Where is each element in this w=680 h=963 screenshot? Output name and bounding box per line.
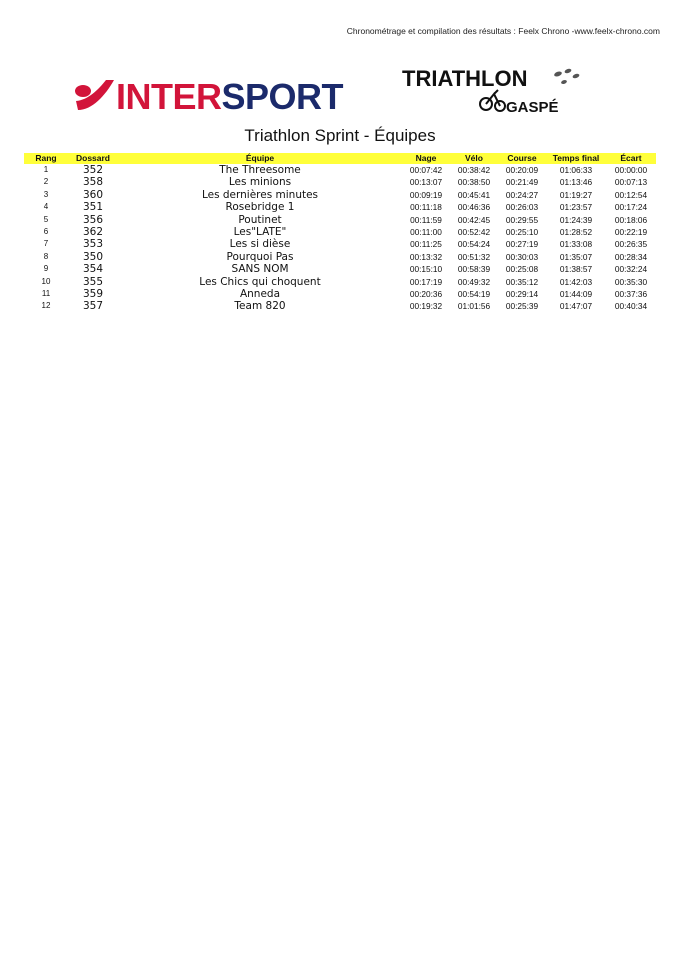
cell-team: Les"LATE": [233, 226, 287, 239]
cell-rank: 12: [41, 301, 51, 311]
table-row: [24, 276, 656, 288]
timing-credit: Chronométrage et compilation des résultats : Feelx Chrono -www.feelx-chrono.com: [346, 26, 660, 36]
table-row: [24, 300, 656, 312]
cell-swim: 00:11:59: [410, 214, 442, 225]
cell-gap: 00:37:36: [614, 289, 648, 300]
cell-rank: 8: [43, 251, 49, 261]
cell-run: 00:21:49: [505, 177, 539, 188]
cell-rank: 7: [43, 239, 49, 249]
cell-rank: 3: [43, 189, 49, 199]
cell-bike: 00:54:19: [457, 289, 491, 300]
cell-bike: 00:45:41: [457, 189, 491, 200]
cell-rank: 11: [41, 289, 51, 299]
cell-gap: 00:07:13: [614, 177, 648, 188]
table-row: [24, 251, 656, 263]
cell-run: 00:26:03: [505, 202, 539, 213]
cell-team: Les dernières minutes: [201, 188, 319, 201]
cell-swim: 00:07:42: [409, 165, 443, 175]
cyclist-icon: [480, 90, 505, 111]
table-row: [24, 226, 656, 238]
page-title: Triathlon Sprint - Équipes: [244, 126, 436, 145]
cell-final-time: 01:23:57: [559, 202, 593, 213]
cell-bike: 00:54:24: [457, 239, 491, 250]
cell-gap: 00:28:34: [614, 251, 648, 262]
cell-final-time: 01:42:03: [559, 276, 593, 287]
cell-bike: 00:52:42: [457, 227, 491, 238]
cell-final-time: 01:38:57: [559, 264, 593, 275]
table-row: [24, 201, 656, 213]
cell-bib: 354: [82, 263, 104, 276]
cell-run: 00:25:39: [505, 301, 539, 312]
cell-bike: 00:49:32: [457, 276, 491, 287]
cell-rank: 5: [43, 214, 49, 224]
cell-final-time: 01:44:09: [559, 289, 593, 300]
cell-bib: 350: [82, 250, 104, 263]
cell-swim: 00:13:32: [409, 251, 443, 262]
cell-bike: 01:01:56: [457, 301, 491, 312]
cell-final-time: 01:35:07: [559, 251, 593, 262]
cell-gap: 00:40:34: [614, 301, 648, 312]
cell-swim: 00:20:36: [409, 289, 443, 300]
cell-bib: 360: [82, 188, 104, 201]
col-header-team: Équipe: [118, 153, 402, 164]
results-table: [24, 153, 656, 313]
col-header-run: Course: [498, 153, 546, 164]
table-row: [24, 176, 656, 188]
cell-swim: 00:15:10: [409, 264, 443, 275]
cell-gap: 00:18:06: [614, 214, 648, 225]
cell-run: 00:27:19: [505, 239, 539, 250]
cell-bike: 00:38:42: [457, 165, 491, 175]
triathlon-logo-line1: TRIATHLON: [402, 66, 528, 91]
cell-rank: 9: [43, 264, 49, 274]
svg-text:INTERSPORT: [116, 76, 344, 116]
triathlon-logo-line2: GASPÉ: [506, 99, 559, 116]
cell-gap: 00:26:35: [614, 239, 648, 250]
cell-team: Poutinet: [238, 213, 282, 226]
cell-rank: 2: [43, 177, 49, 187]
cell-bib: 358: [82, 176, 104, 189]
col-header-swim: Nage: [402, 153, 450, 164]
cell-swim: 00:09:19: [409, 189, 443, 200]
col-header-gap: Écart: [606, 153, 656, 164]
cell-team: Les si dièse: [229, 238, 291, 251]
cell-bib: 351: [82, 201, 104, 214]
cell-rank: 10: [41, 276, 51, 286]
intersport-logo-text-a: INTER: [116, 76, 222, 116]
cell-bib: 362: [82, 226, 104, 239]
col-header-bib: Dossard: [68, 153, 118, 164]
cell-team: Rosebridge 1: [225, 201, 295, 214]
cell-swim: 00:11:00: [410, 227, 442, 238]
cell-rank: 1: [43, 165, 49, 174]
cell-bib: 356: [82, 213, 104, 226]
cell-bike: 00:46:36: [457, 202, 491, 213]
cell-bike: 00:58:39: [457, 264, 491, 275]
cell-gap: 00:22:19: [614, 227, 648, 238]
table-row: [24, 189, 656, 201]
cell-run: 00:35:12: [505, 276, 539, 287]
cell-final-time: 01:19:27: [559, 189, 593, 200]
cell-run: 00:20:09: [505, 165, 539, 175]
cell-bib: 357: [82, 300, 104, 313]
cell-final-time: 01:06:33: [559, 165, 593, 175]
table-row: [24, 263, 656, 275]
cell-gap: 00:35:30: [614, 276, 648, 287]
cell-bib: 352: [82, 164, 104, 176]
cell-run: 00:24:27: [505, 189, 539, 200]
col-header-bike: Vélo: [450, 153, 498, 164]
cell-run: 00:30:03: [505, 251, 539, 262]
cell-gap: 00:00:00: [614, 165, 648, 175]
cell-swim: 00:17:19: [409, 276, 443, 287]
cell-gap: 00:17:24: [614, 202, 648, 213]
cell-run: 00:25:08: [505, 264, 539, 275]
cell-team: The Threesome: [219, 164, 301, 176]
cell-team: Pourquoi Pas: [226, 250, 294, 263]
table-row: [24, 164, 656, 176]
intersport-logo: [72, 76, 372, 116]
cell-final-time: 01:28:52: [559, 227, 593, 238]
footprints-icon: [553, 68, 579, 85]
col-header-final-time: Temps final: [546, 153, 606, 164]
cell-gap: 00:32:24: [614, 264, 648, 275]
cell-rank: 4: [43, 202, 49, 212]
table-row: [24, 238, 656, 250]
cell-final-time: 01:33:08: [559, 239, 593, 250]
cell-team: SANS NOM: [231, 263, 289, 276]
intersport-swoosh-icon: [75, 80, 114, 110]
cell-team: Les minions: [228, 176, 292, 189]
cell-swim: 00:11:18: [410, 202, 442, 213]
cell-swim: 00:19:32: [409, 301, 443, 312]
cell-final-time: 01:47:07: [559, 301, 593, 312]
cell-team: Les Chics qui choquent: [199, 275, 321, 288]
intersport-logo-text-b: SPORT: [221, 76, 344, 116]
cell-swim: 00:13:07: [409, 177, 443, 188]
cell-swim: 00:11:25: [410, 239, 442, 250]
table-row: [24, 214, 656, 226]
table-header-row: [24, 153, 656, 164]
cell-bib: 359: [82, 288, 104, 301]
cell-bib: 353: [82, 238, 104, 251]
cell-final-time: 01:13:46: [559, 177, 593, 188]
table-row: [24, 288, 656, 300]
cell-team: Anneda: [239, 288, 281, 301]
cell-bib: 355: [82, 275, 104, 288]
cell-final-time: 01:24:39: [559, 214, 593, 225]
cell-rank: 6: [43, 227, 49, 237]
cell-gap: 00:12:54: [614, 189, 648, 200]
cell-bike: 00:42:45: [457, 214, 491, 225]
cell-team: Team 820: [234, 300, 286, 313]
col-header-rank: Rang: [24, 153, 68, 164]
cell-bike: 00:51:32: [457, 251, 491, 262]
cell-run: 00:29:14: [505, 289, 539, 300]
triathlon-gaspe-logo: [400, 62, 590, 118]
cell-run: 00:25:10: [505, 227, 539, 238]
cell-run: 00:29:55: [505, 214, 539, 225]
cell-bike: 00:38:50: [457, 177, 491, 188]
